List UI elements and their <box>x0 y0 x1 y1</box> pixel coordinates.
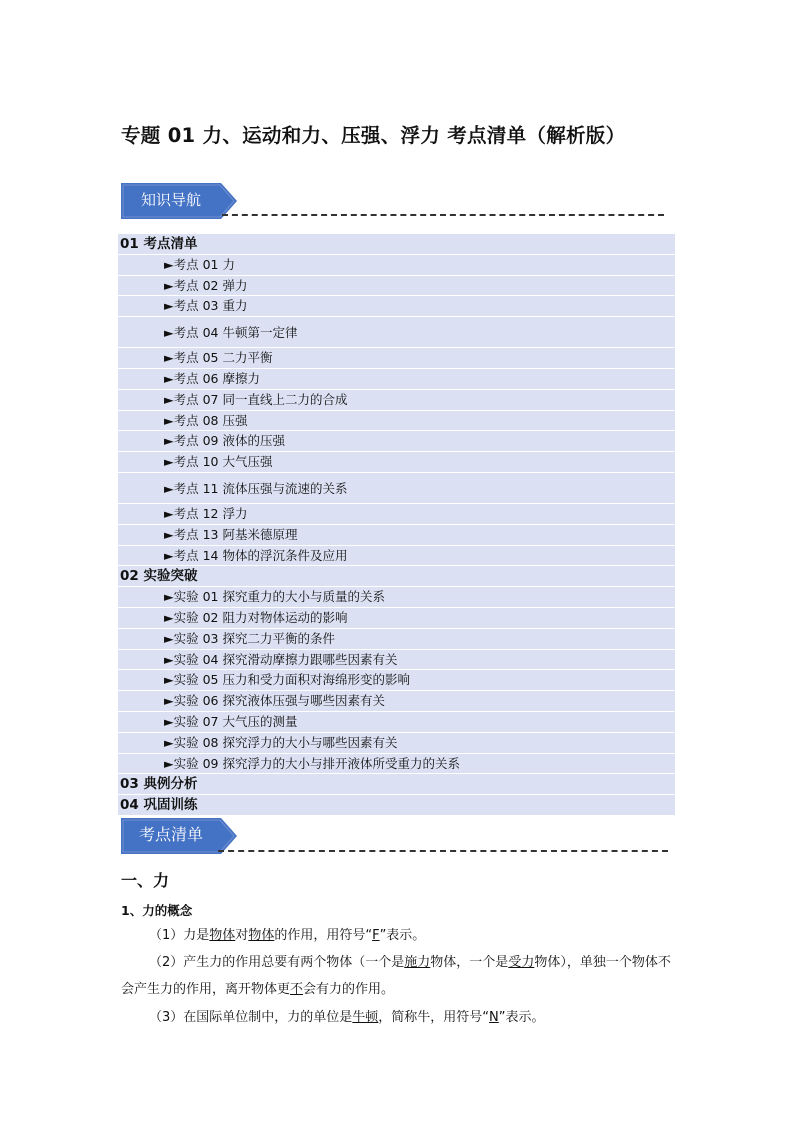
list-banner-label: 考点清单 <box>138 825 203 844</box>
text: 对 <box>235 928 249 943</box>
toc-item[interactable]: ►考点 14 物体的浮沉条件及应用 <box>118 546 675 567</box>
text: ，简称牛，用符号“ <box>378 1010 490 1025</box>
toc-section-1[interactable]: 01 考点清单 <box>118 234 675 255</box>
underlined-term: 物体 <box>209 928 236 943</box>
toc-item[interactable]: ►考点 08 压强 <box>118 411 675 432</box>
section-heading: 一、力 <box>121 871 170 890</box>
list-banner <box>121 818 239 854</box>
toc-item[interactable]: ►考点 10 大气压强 <box>118 452 675 473</box>
nav-banner-label: 知识导航 <box>140 191 201 209</box>
underlined-term: 牛顿 <box>352 1010 379 1025</box>
toc-item[interactable]: ►实验 05 压力和受力面积对海绵形变的影响 <box>118 670 675 691</box>
text: （3）在国际单位制中，力的单位是 <box>149 1010 353 1025</box>
toc-item[interactable]: ►考点 04 牛顿第一定律 <box>118 317 675 348</box>
subsection-heading: 1、力的概念 <box>121 903 193 918</box>
text: ”表示。 <box>379 928 426 943</box>
toc-item[interactable]: ►实验 02 阻力对物体运动的影响 <box>118 608 675 629</box>
toc-item[interactable]: ►考点 03 重力 <box>118 296 675 317</box>
underlined-term: 物体 <box>248 928 275 943</box>
list-divider <box>218 850 668 852</box>
underlined-term: 受力 <box>508 955 535 970</box>
toc-item[interactable]: ►实验 06 探究液体压强与哪些因素有关 <box>118 691 675 712</box>
toc-item[interactable]: ►实验 04 探究滑动摩擦力跟哪些因素有关 <box>118 650 675 671</box>
toc-item[interactable]: ►考点 07 同一直线上二力的合成 <box>118 390 675 411</box>
text: 会有力的作用。 <box>303 982 395 997</box>
document-title: 专题 01 力、运动和力、压强、浮力 考点清单（解析版） <box>121 124 626 147</box>
toc-item[interactable]: ►考点 06 摩擦力 <box>118 369 675 390</box>
underlined-term: 施力 <box>404 955 431 970</box>
paragraph-1 <box>121 922 676 949</box>
text: ”表示。 <box>498 1010 545 1025</box>
paragraph-2 <box>121 949 676 1003</box>
toc-item[interactable]: ►实验 08 探究浮力的大小与哪些因素有关 <box>118 733 675 754</box>
underlined-term: 不 <box>290 982 304 997</box>
toc-item[interactable]: ►考点 12 浮力 <box>118 504 675 525</box>
toc-item[interactable]: ►实验 09 探究浮力的大小与排开液体所受重力的关系 <box>118 754 675 775</box>
toc-item[interactable]: ►实验 01 探究重力的大小与质量的关系 <box>118 587 675 608</box>
underlined-term: N <box>489 1010 499 1025</box>
text: 的作用，用符号“ <box>274 928 373 943</box>
toc-item[interactable]: ►考点 09 液体的压强 <box>118 431 675 452</box>
table-of-contents <box>118 234 675 816</box>
text: 物体，一个是 <box>430 955 509 970</box>
nav-divider <box>222 214 664 216</box>
text: （2）产生力的作用总要有两个物体（一个是 <box>149 955 405 970</box>
paragraph-3 <box>121 1004 676 1031</box>
text: （1）力是 <box>149 928 210 943</box>
toc-item[interactable]: ►考点 01 力 <box>118 255 675 276</box>
toc-item[interactable]: ►考点 13 阿基米德原理 <box>118 525 675 546</box>
toc-section-4[interactable]: 04 巩固训练 <box>118 795 675 816</box>
toc-section-2[interactable]: 02 实验突破 <box>118 566 675 587</box>
toc-item[interactable]: ►实验 07 大气压的测量 <box>118 712 675 733</box>
toc-item[interactable]: ►考点 02 弹力 <box>118 276 675 297</box>
toc-item[interactable]: ►考点 11 流体压强与流速的关系 <box>118 473 675 504</box>
toc-item[interactable]: ►考点 05 二力平衡 <box>118 348 675 369</box>
text: 物体），单独一个物体不会产生力的作用，离开物体更 <box>121 955 671 997</box>
underlined-term: F <box>372 928 380 943</box>
toc-item[interactable]: ►实验 03 探究二力平衡的条件 <box>118 629 675 650</box>
toc-section-3[interactable]: 03 典例分析 <box>118 774 675 795</box>
